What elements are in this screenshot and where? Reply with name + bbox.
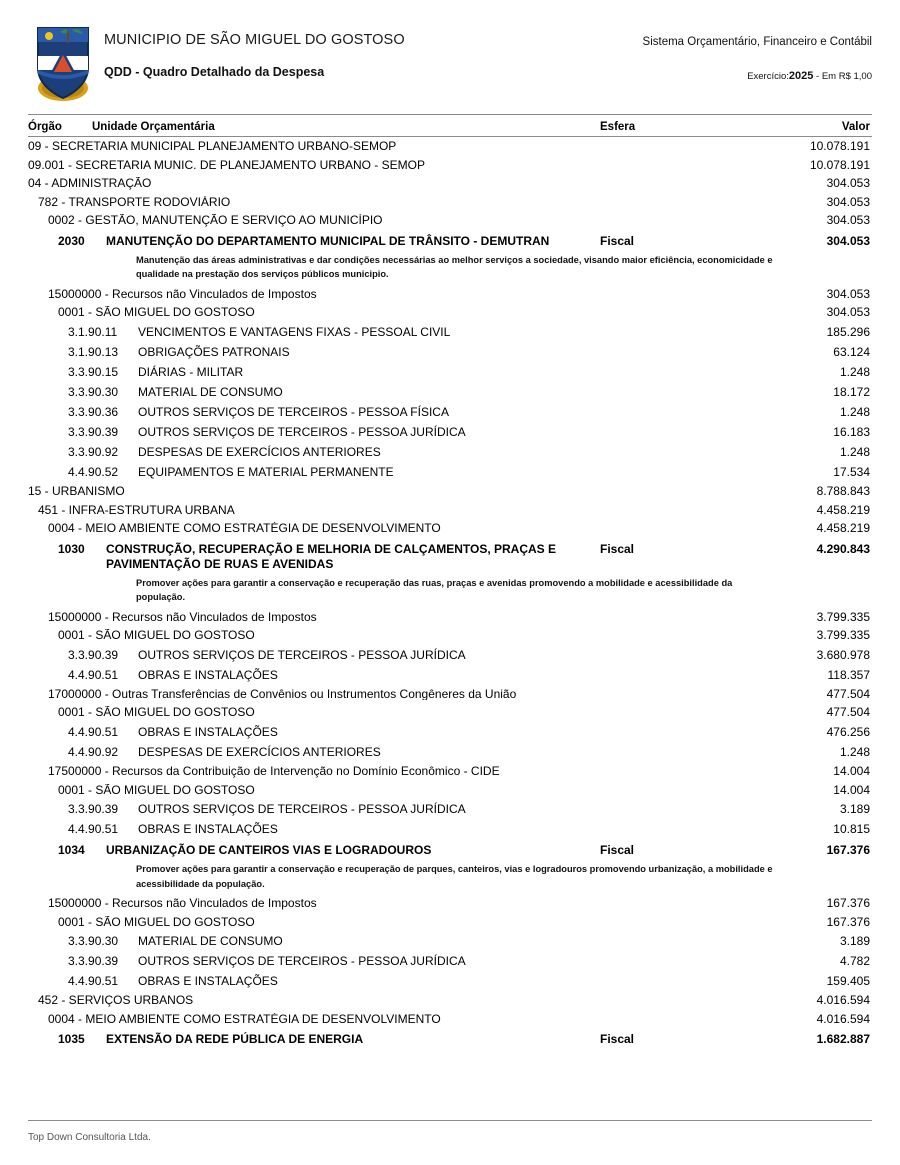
expense-sphere bbox=[600, 745, 750, 759]
expense-nature-label: DIÁRIAS - MILITAR bbox=[138, 364, 244, 379]
exercise-label: Exercício: bbox=[747, 71, 789, 82]
expense-nature-label: OBRAS E INSTALAÇÕES bbox=[138, 667, 278, 682]
expense-nature-code: 4.4.90.51 bbox=[68, 822, 119, 837]
expense-value: 10.815 bbox=[833, 822, 870, 837]
row-label: 09 - SECRETARIA MUNICIPAL PLANEJAMENTO URBANO-SEMOP bbox=[28, 140, 397, 153]
action-value: 1.682.887 bbox=[816, 1032, 870, 1047]
expense-sphere bbox=[600, 425, 750, 439]
expense-value: 63.124 bbox=[833, 344, 870, 359]
expense-value: 476.256 bbox=[826, 724, 870, 739]
row-value: 3.799.335 bbox=[816, 628, 870, 643]
expense-value: 185.296 bbox=[826, 324, 870, 339]
row-value: 167.376 bbox=[826, 895, 870, 910]
action-title: MANUTENÇÃO DO DEPARTAMENTO MUNICIPAL DE TRÂNSITO - DEMUTRAN bbox=[106, 233, 550, 248]
table-row bbox=[28, 913, 872, 932]
row-value: 4.016.594 bbox=[816, 1011, 870, 1026]
expense-nature-label: OBRAS E INSTALAÇÕES bbox=[138, 822, 278, 837]
expense-sphere bbox=[600, 974, 750, 988]
row-value: 14.004 bbox=[833, 763, 870, 778]
column-header-value: Valor bbox=[841, 121, 870, 133]
expense-sphere bbox=[600, 405, 750, 419]
expense-nature-label: OUTROS SERVIÇOS DE TERCEIROS - PESSOA FÍSICA bbox=[138, 404, 449, 419]
expense-nature-code: 3.3.90.30 bbox=[68, 384, 119, 399]
row-value: 477.504 bbox=[826, 705, 870, 720]
action-code: 2030 bbox=[58, 233, 85, 248]
expense-element-row bbox=[28, 402, 872, 422]
expense-nature-code: 3.3.90.92 bbox=[68, 444, 119, 459]
expense-nature-code: 3.3.90.39 bbox=[68, 954, 119, 969]
footer-credit: Top Down Consultoria Ltda. bbox=[28, 1132, 151, 1143]
row-label: 15 - URBANISMO bbox=[28, 484, 125, 498]
header-titles bbox=[94, 22, 572, 79]
expense-value: 1.248 bbox=[839, 404, 870, 419]
row-value: 304.053 bbox=[826, 286, 870, 301]
expense-nature-label: OUTROS SERVIÇOS DE TERCEIROS - PESSOA JURÍDICA bbox=[138, 647, 466, 662]
expense-nature-label: EQUIPAMENTOS E MATERIAL PERMANENTE bbox=[138, 464, 394, 479]
qdd-table-body bbox=[28, 137, 872, 1048]
row-value: 3.799.335 bbox=[816, 609, 870, 624]
expense-nature-label: OUTROS SERVIÇOS DE TERCEIROS - PESSOA JURÍDICA bbox=[138, 424, 466, 439]
expense-sphere bbox=[600, 385, 750, 399]
expense-sphere bbox=[600, 822, 750, 836]
expense-nature-label: OBRAS E INSTALAÇÕES bbox=[138, 724, 278, 739]
row-value: 10.078.191 bbox=[809, 139, 870, 153]
municipal-coat-of-arms-icon bbox=[32, 22, 94, 100]
expense-value: 118.357 bbox=[827, 667, 870, 682]
table-row bbox=[28, 193, 872, 212]
expense-value: 4.782 bbox=[839, 954, 870, 969]
expense-nature-code: 3.3.90.15 bbox=[68, 364, 119, 379]
row-label: 09.001 - SECRETARIA MUNIC. DE PLANEJAMENTO URBANO - SEMOP bbox=[28, 158, 425, 172]
expense-sphere bbox=[600, 934, 750, 948]
table-column-headers bbox=[28, 115, 872, 136]
expense-nature-code: 4.4.90.52 bbox=[68, 464, 119, 479]
row-label: 0001 - SÃO MIGUEL DO GOSTOSO bbox=[58, 306, 255, 319]
expense-element-row bbox=[28, 819, 872, 839]
action-sphere: Fiscal bbox=[600, 843, 635, 858]
table-row bbox=[28, 1010, 872, 1029]
column-header-organ: Órgão bbox=[28, 121, 62, 133]
action-value: 167.376 bbox=[826, 843, 870, 858]
expense-nature-label: OUTROS SERVIÇOS DE TERCEIROS - PESSOA JURÍDICA bbox=[138, 954, 466, 969]
exercise-info bbox=[572, 70, 872, 82]
table-row bbox=[28, 156, 872, 175]
row-value: 304.053 bbox=[826, 176, 870, 191]
expense-nature-code: 4.4.90.51 bbox=[68, 724, 119, 739]
expense-sphere bbox=[600, 325, 750, 339]
expense-element-row bbox=[28, 442, 872, 462]
expense-sphere bbox=[600, 465, 750, 479]
expense-nature-code: 3.3.90.36 bbox=[68, 404, 119, 419]
municipality-name: MUNICIPIO DE SÃO MIGUEL DO GOSTOSO bbox=[104, 32, 405, 48]
row-label: 0001 - SÃO MIGUEL DO GOSTOSO bbox=[58, 629, 255, 642]
row-value: 4.016.594 bbox=[816, 993, 870, 1008]
row-label: 15000000 - Recursos não Vinculados de Impostos bbox=[48, 610, 317, 624]
table-row bbox=[28, 519, 872, 538]
row-value: 4.458.219 bbox=[816, 502, 870, 517]
action-row bbox=[28, 230, 872, 250]
row-value: 304.053 bbox=[826, 194, 870, 209]
expense-nature-label: VENCIMENTOS E VANTAGENS FIXAS - PESSOAL CIVIL bbox=[138, 324, 451, 339]
row-label: 0001 - SÃO MIGUEL DO GOSTOSO bbox=[58, 783, 255, 797]
expense-nature-code: 4.4.90.51 bbox=[68, 667, 119, 682]
expense-value: 3.189 bbox=[839, 802, 870, 817]
row-label: 782 - TRANSPORTE RODOVIÁRIO bbox=[38, 195, 231, 209]
row-label: 17000000 - Outras Transferências de Convênios ou Instrumentos Congêneres da União bbox=[48, 687, 517, 701]
header-meta bbox=[572, 22, 872, 82]
table-row bbox=[28, 211, 872, 230]
action-description: Manutenção das áreas administrativas e dar condições necessárias ao melhor serviços a sociedade, visando maior eficiência, economicidade e qualidade na prestação dos serviços públicos municipio. bbox=[136, 254, 773, 280]
expense-sphere bbox=[600, 445, 750, 459]
expense-nature-code: 4.4.90.51 bbox=[68, 974, 119, 989]
expense-nature-code: 3.3.90.39 bbox=[68, 647, 119, 662]
expense-element-row bbox=[28, 931, 872, 951]
row-label: 0004 - MEIO AMBIENTE COMO ESTRATÉGIA DE DESENVOLVIMENTO bbox=[48, 1012, 441, 1026]
expense-value: 1.248 bbox=[839, 364, 870, 379]
row-label: 04 - ADMINISTRAÇÃO bbox=[28, 177, 152, 190]
action-title: CONSTRUÇÃO, RECUPERAÇÃO E MELHORIA DE CALÇAMENTOS, PRAÇAS E PAVIMENTAÇÃO DE RUAS E AVENIDAS bbox=[106, 541, 557, 571]
expense-nature-code: 3.3.90.39 bbox=[68, 802, 119, 817]
table-row bbox=[28, 991, 872, 1010]
table-row bbox=[28, 608, 872, 627]
row-value: 8.788.843 bbox=[816, 483, 870, 498]
expense-element-row bbox=[28, 362, 872, 382]
expense-nature-label: DESPESAS DE EXERCÍCIOS ANTERIORES bbox=[138, 744, 381, 759]
expense-nature-code: 3.3.90.39 bbox=[68, 424, 119, 439]
table-row bbox=[28, 285, 872, 304]
expense-nature-label: OBRIGAÇÕES PATRONAIS bbox=[138, 344, 290, 359]
expense-nature-label: OUTROS SERVIÇOS DE TERCEIROS - PESSOA JURÍDICA bbox=[138, 802, 466, 817]
system-name: Sistema Orçamentário, Financeiro e Contábil bbox=[642, 36, 872, 48]
row-label: 0001 - SÃO MIGUEL DO GOSTOSO bbox=[58, 706, 255, 719]
expense-value: 16.183 bbox=[833, 424, 870, 439]
expense-element-row bbox=[28, 722, 872, 742]
expense-element-row bbox=[28, 799, 872, 819]
row-label: 451 - INFRA-ESTRUTURA URBANA bbox=[38, 503, 235, 517]
expense-nature-code: 3.1.90.13 bbox=[68, 344, 119, 359]
action-value: 4.290.843 bbox=[816, 541, 870, 556]
action-row bbox=[28, 538, 872, 573]
action-sphere: Fiscal bbox=[600, 1032, 635, 1047]
row-label: 0001 - SÃO MIGUEL DO GOSTOSO bbox=[58, 915, 255, 929]
expense-value: 17.534 bbox=[833, 464, 870, 479]
row-value: 304.053 bbox=[826, 305, 870, 320]
expense-sphere bbox=[600, 648, 750, 662]
column-header-unit: Unidade Orçamentária bbox=[92, 121, 215, 133]
table-row bbox=[28, 501, 872, 520]
expense-element-row bbox=[28, 382, 872, 402]
expense-element-row bbox=[28, 742, 872, 762]
row-value: 167.376 bbox=[826, 914, 870, 929]
report-header bbox=[28, 0, 872, 106]
expense-element-row bbox=[28, 422, 872, 442]
expense-element-row bbox=[28, 322, 872, 342]
action-code: 1035 bbox=[58, 1032, 85, 1047]
table-row bbox=[28, 482, 872, 501]
action-title: EXTENSÃO DA REDE PÚBLICA DE ENERGIA bbox=[106, 1032, 364, 1047]
expense-value: 1.248 bbox=[839, 744, 870, 759]
row-value: 4.458.219 bbox=[816, 521, 870, 536]
action-code: 1034 bbox=[58, 843, 85, 858]
expense-nature-code: 3.3.90.30 bbox=[68, 934, 119, 949]
row-value: 14.004 bbox=[833, 782, 870, 797]
expense-value: 3.189 bbox=[839, 934, 870, 949]
table-row bbox=[28, 703, 872, 722]
expense-element-row bbox=[28, 971, 872, 991]
expense-nature-label: MATERIAL DE CONSUMO bbox=[138, 384, 283, 399]
row-label: 15000000 - Recursos não Vinculados de Impostos bbox=[48, 287, 317, 301]
currency-note: - Em R$ 1,00 bbox=[816, 71, 872, 82]
expense-sphere bbox=[600, 668, 750, 682]
row-value: 10.078.191 bbox=[809, 157, 870, 172]
expense-nature-label: OBRAS E INSTALAÇÕES bbox=[138, 974, 278, 989]
expense-nature-code: 3.1.90.11 bbox=[68, 324, 118, 339]
expense-element-row bbox=[28, 645, 872, 665]
table-row bbox=[28, 781, 872, 800]
expense-nature-label: MATERIAL DE CONSUMO bbox=[138, 934, 283, 949]
row-value: 477.504 bbox=[826, 686, 870, 701]
expense-value: 1.248 bbox=[839, 444, 870, 459]
table-row bbox=[28, 626, 872, 645]
expense-element-row bbox=[28, 462, 872, 482]
expense-sphere bbox=[600, 954, 750, 968]
expense-value: 159.405 bbox=[826, 974, 870, 989]
expense-sphere bbox=[600, 365, 750, 379]
action-title: URBANIZAÇÃO DE CANTEIROS VIAS E LOGRADOUROS bbox=[106, 843, 432, 858]
action-row bbox=[28, 839, 872, 859]
expense-sphere bbox=[600, 345, 750, 359]
action-row bbox=[28, 1028, 872, 1048]
action-code: 1030 bbox=[58, 541, 85, 556]
row-label: 452 - SERVIÇOS URBANOS bbox=[38, 994, 194, 1007]
action-sphere: Fiscal bbox=[600, 541, 635, 556]
expense-nature-label: DESPESAS DE EXERCÍCIOS ANTERIORES bbox=[138, 444, 381, 459]
row-value: 304.053 bbox=[826, 213, 870, 228]
expense-value: 3.680.978 bbox=[816, 647, 870, 662]
expense-element-row bbox=[28, 342, 872, 362]
row-label: 0004 - MEIO AMBIENTE COMO ESTRATÉGIA DE DESENVOLVIMENTO bbox=[48, 522, 441, 535]
expense-sphere bbox=[600, 802, 750, 816]
expense-sphere bbox=[600, 725, 750, 739]
row-label: 0002 - GESTÃO, MANUTENÇÃO E SERVIÇO AO MUNICÍPIO bbox=[48, 214, 383, 227]
row-label: 17500000 - Recursos da Contribuição de Intervenção no Domínio Econômico - CIDE bbox=[48, 764, 500, 778]
footer-divider bbox=[28, 1120, 872, 1121]
expense-nature-code: 4.4.90.92 bbox=[68, 744, 119, 759]
row-label: 15000000 - Recursos não Vinculados de Impostos bbox=[48, 896, 317, 910]
table-row bbox=[28, 137, 872, 156]
table-row bbox=[28, 174, 872, 193]
table-row bbox=[28, 685, 872, 704]
action-description: Promover ações para garantir a conservação e recuperação de parques, canteiros, vias e logradouros promovendo urbanização, a mobilidade e acessibilidade da população. bbox=[136, 864, 773, 889]
table-row bbox=[28, 894, 872, 913]
column-header-sphere: Esfera bbox=[600, 121, 636, 133]
table-row bbox=[28, 762, 872, 781]
exercise-year: 2025 bbox=[788, 70, 814, 82]
document-title: QDD - Quadro Detalhado da Despesa bbox=[104, 65, 325, 79]
expense-value: 18.172 bbox=[833, 384, 870, 399]
action-value: 304.053 bbox=[826, 233, 870, 248]
table-row bbox=[28, 303, 872, 322]
action-description: Promover ações para garantir a conservação e recuperação das ruas, praças e avenidas promovendo a mobilidade e acessibilidade da população. bbox=[136, 577, 733, 603]
action-sphere: Fiscal bbox=[600, 233, 635, 248]
expense-element-row bbox=[28, 665, 872, 685]
expense-element-row bbox=[28, 951, 872, 971]
